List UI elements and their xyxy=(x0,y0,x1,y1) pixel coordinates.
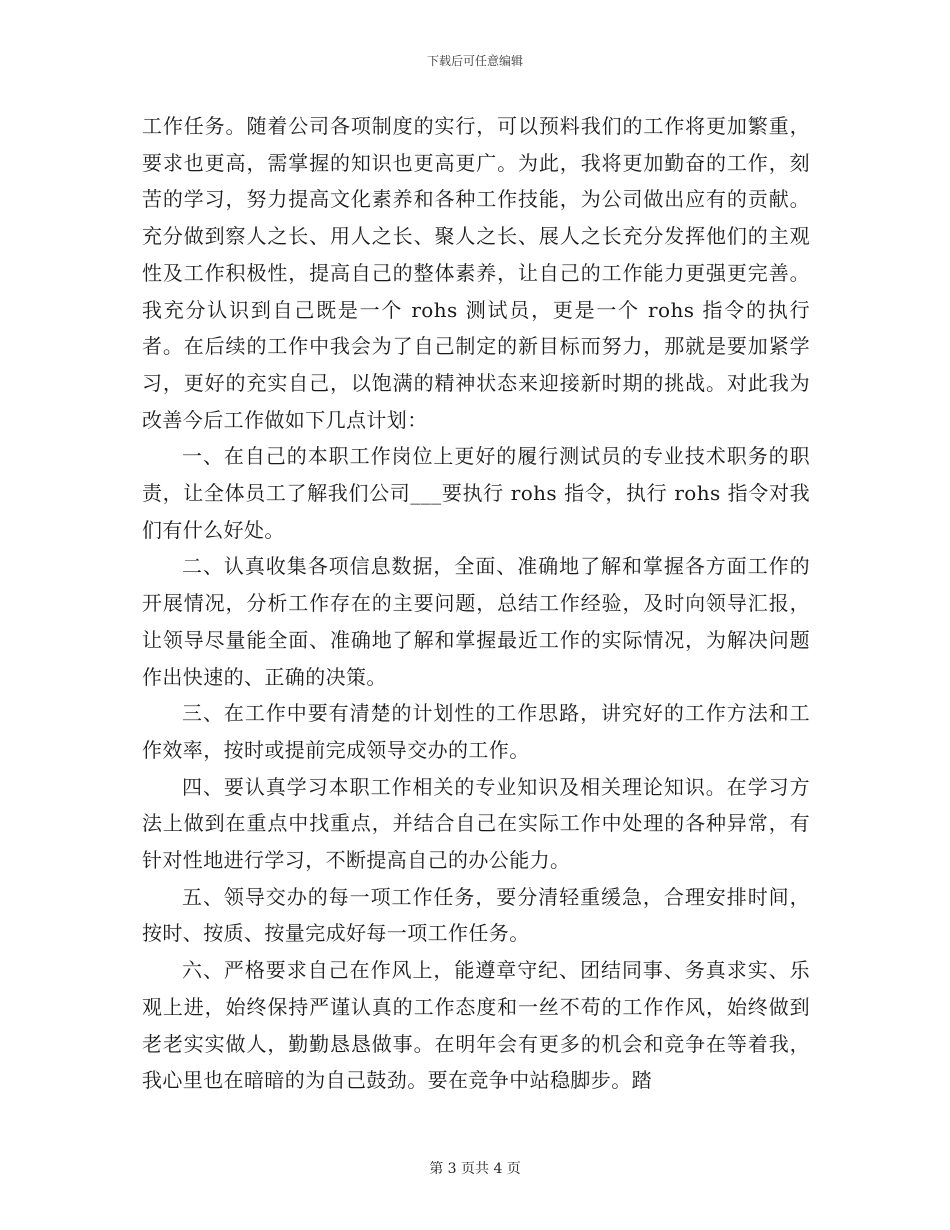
paragraph-plan-item-2: 二、认真收集各项信息数据，全面、准确地了解和掌握各方面工作的开展情况，分析工作存在的主要问题，总结工作经验，及时向领导汇报，让领导尽量能全面、准确地了解和掌握最近工作的实际情况，为解决问题作出快速的、正确的决策。 xyxy=(142,554,810,689)
paragraph-continuation: 工作任务。随着公司各项制度的实行，可以预料我们的工作将更加繁重，要求也更高，需掌握的知识也更高更广。为此，我将更加勤奋的工作，刻苦的学习，努力提高文化素养和各种工作技能，为公司做出应有的贡献。充分做到察人之长、用人之长、聚人之长、展人之长充分发挥他们的主观性及工作积极性，提高自己的整体素养，让自己的工作能力更强更完善。我充分认识到自己既是一个 rohs 测试员，更是一个 rohs 指令的执行者。在后续的工作中我会为了自己制定的新目标而努力，那就是要加紧学习，更好的充实自己，以饱满的精神状态来迎接新时期的挑战。对此我为改善今后工作做如下几点计划： xyxy=(142,114,810,432)
page-number-footer: 第 3 页共 4 页 xyxy=(429,1161,521,1177)
paragraph-plan-item-6: 六、严格要求自己在作风上，能遵章守纪、团结同事、务真求实、乐观上进，始终保持严谨认真的工作态度和一丝不苟的工作作风，始终做到老老实实做人，勤勤恳恳做事。在明年会有更多的机会和竞争在等着我，我心里也在暗暗的为自己鼓劲。要在竞争中站稳脚步。踏 xyxy=(142,958,810,1093)
paragraph-plan-item-5: 五、领导交办的每一项工作任务，要分清轻重缓急，合理安排时间，按时、按质、按量完成好每一项工作任务。 xyxy=(142,884,810,946)
document-body xyxy=(142,108,810,1099)
paragraph-plan-item-3: 三、在工作中要有清楚的计划性的工作思路，讲究好的工作方法和工作效率，按时或提前完成领导交办的工作。 xyxy=(142,701,810,762)
paragraph-plan-item-4: 四、要认真学习本职工作相关的专业知识及相关理论知识。在学习方法上做到在重点中找重点，并结合自己在实际工作中处理的各种异常，有针对性地进行学习，不断提高自己的办公能力。 xyxy=(142,774,810,873)
paragraph-plan-item-1: 一、在自己的本职工作岗位上更好的履行测试员的专业技术职务的职责，让全体员工了解我们公司___要执行 rohs 指令，执行 rohs 指令对我们有什么好处。 xyxy=(142,444,810,542)
page-header-note: 下载后可任意编辑 xyxy=(426,54,523,68)
